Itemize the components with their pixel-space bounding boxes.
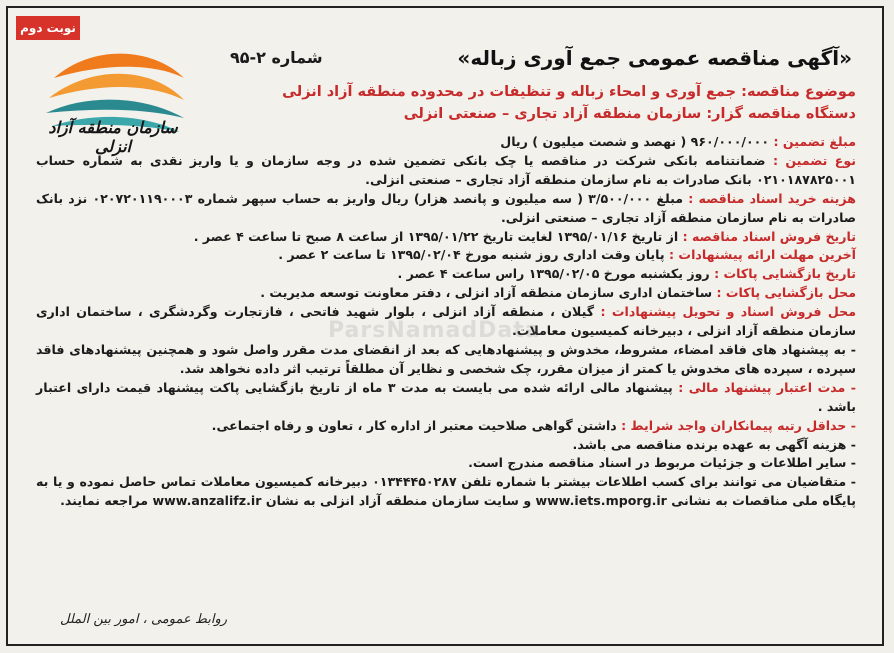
row-text: پایان وقت اداری روز شنبه مورخ ۱۳۹۵/۰۲/۰۴ تا ساعت ۲ عصر .	[278, 247, 669, 263]
notice-row	[36, 454, 856, 473]
row-text: - متقاضیان می توانند برای کسب اطلاعات بیشتر با شماره تلفن ۰۱۳۴۴۴۵۰۲۸۷ دبیرخانه کمیسیون معاملات تماس حاصل نموده و یا به پایگاه ملی مناقصات به نشانی www.iets.mporg.ir و سایت سازمان منطقه آزاد انزلی به نشان www.anzalifz.ir مراجعه نمایند.	[36, 474, 856, 509]
row-label: آخرین مهلت ارائه پیشنهادات :	[669, 247, 856, 263]
notice-title: «آگهی مناقصه عمومی جمع آوری زباله»	[457, 46, 852, 70]
row-text: از تاریخ ۱۳۹۵/۰۱/۱۶ لغایت تاریخ ۱۳۹۵/۰۱/۲۲ از ساعت ۸ صبح تا ساعت ۴ عصر .	[193, 228, 683, 244]
row-label: محل بازگشایی پاکات :	[716, 285, 856, 301]
row-label: - مدت اعتبار پیشنهاد مالی :	[678, 379, 856, 395]
notice-row	[36, 436, 856, 455]
notice-number: شماره ۲-۹۵	[230, 48, 323, 67]
row-label: مبلغ تضمین :	[773, 134, 856, 149]
notice-frame	[6, 6, 884, 646]
notice-row	[36, 303, 856, 341]
row-text: گیلان ، منطقه آزاد انزلی ، بلوار شهید فاتحی ، فازتجارت وگردشگری ، ساختمان اداری سازمان منطقه آزاد انزلی ، دبیرخانه کمیسیون معاملات.	[36, 304, 856, 339]
row-text: - هزینه آگهی به عهده برنده مناقصه می باشد.	[572, 436, 856, 452]
notice-body	[36, 133, 856, 511]
row-label: - حداقل رتبه پیمانکاران واجد شرایط :	[621, 417, 856, 433]
subject-line: موضوع مناقصه: جمع آوری و امحاء زباله و تنظیفات در محدوده منطقه آزاد انزلی	[282, 84, 856, 100]
row-label: تاریخ فروش اسناد مناقصه :	[682, 228, 856, 244]
organizer-line: دستگاه مناقصه گزار: سازمان منطقه آزاد تجاری – صنعتی انزلی	[403, 106, 856, 122]
watermark: ParsNamadData	[328, 318, 541, 343]
row-text: مبلغ ۳/۵۰۰/۰۰۰ ( سه میلیون و پانصد هزار) ریال واریز به حساب سپهر شماره ۰۲۰۷۲۰۱۱۹۰۰۰۳ نزد بانک صادرات به نام سازمان منطقه آزاد تجاری – صنعتی انزلی.	[36, 190, 856, 225]
notice-row	[36, 417, 856, 436]
row-label: محل فروش اسناد و تحویل پیشنهادات :	[600, 304, 856, 320]
row-label: نوع تضمین :	[772, 152, 856, 168]
notice-row	[36, 246, 856, 265]
round-badge: نوبت دوم	[16, 16, 80, 40]
row-label: هزینه خرید اسناد مناقصه :	[688, 190, 856, 206]
notice-row	[36, 473, 856, 511]
row-text: ۹۶۰/۰۰۰/۰۰۰ ( نهصد و شصت میلیون ) ریال	[500, 134, 774, 149]
notice-row	[36, 341, 856, 379]
logo-text: سازمان منطقه آزاد انزلی	[48, 118, 178, 156]
notice-row	[36, 379, 856, 417]
notice-row	[36, 133, 856, 152]
notice-row	[36, 265, 856, 284]
notice-row	[36, 152, 856, 190]
notice-row	[36, 190, 856, 228]
row-text: - سایر اطلاعات و جزئیات مربوط در اسناد مناقصه مندرج است.	[468, 455, 856, 471]
notice-row	[36, 228, 856, 247]
notice-row	[36, 284, 856, 303]
row-text: ضمانتنامه بانکی شرکت در مناقصه یا چک بانکی تضمین شده در وجه سازمان و یا واریز نقدی به شماره حساب ۰۲۱۰۱۸۷۸۲۵۰۰۱ بانک صادرات به نام سازمان منطقه آزاد تجاری – صنعتی انزلی.	[36, 152, 856, 187]
signature: روابط عمومی ، امور بین الملل	[60, 612, 228, 627]
row-text: داشتن گواهی صلاحیت معتبر از اداره کار ، تعاون و رفاه اجتماعی.	[211, 417, 622, 433]
row-text: - به پیشنهاد های فاقد امضاء، مشروط، مخدوش و پیشنهادهایی که بعد از انقضای مدت مقرر واصل شود و همچنین پیشنهادهای فاقد سپرده ، سپرده های مخدوش یا کمتر از میزان مقرر، چک شخصی و نظایر آن مطلقاً ترتیب اثر داده نخواهد شد.	[36, 341, 856, 376]
row-text: روز یکشنبه مورخ ۱۳۹۵/۰۲/۰۵ راس ساعت ۴ عصر .	[397, 266, 715, 282]
row-text: ساختمان اداری سازمان منطقه آزاد انزلی ، دفتر معاونت توسعه مدیریت .	[260, 285, 717, 301]
row-text: پیشنهاد مالی ارائه شده می بایست به مدت ۳ ماه از تاریخ بازگشایی پاکت پیشنهاد قیمت دارای اعتبار باشد .	[36, 379, 856, 414]
row-label: تاریخ بازگشایی پاکات :	[714, 266, 856, 282]
